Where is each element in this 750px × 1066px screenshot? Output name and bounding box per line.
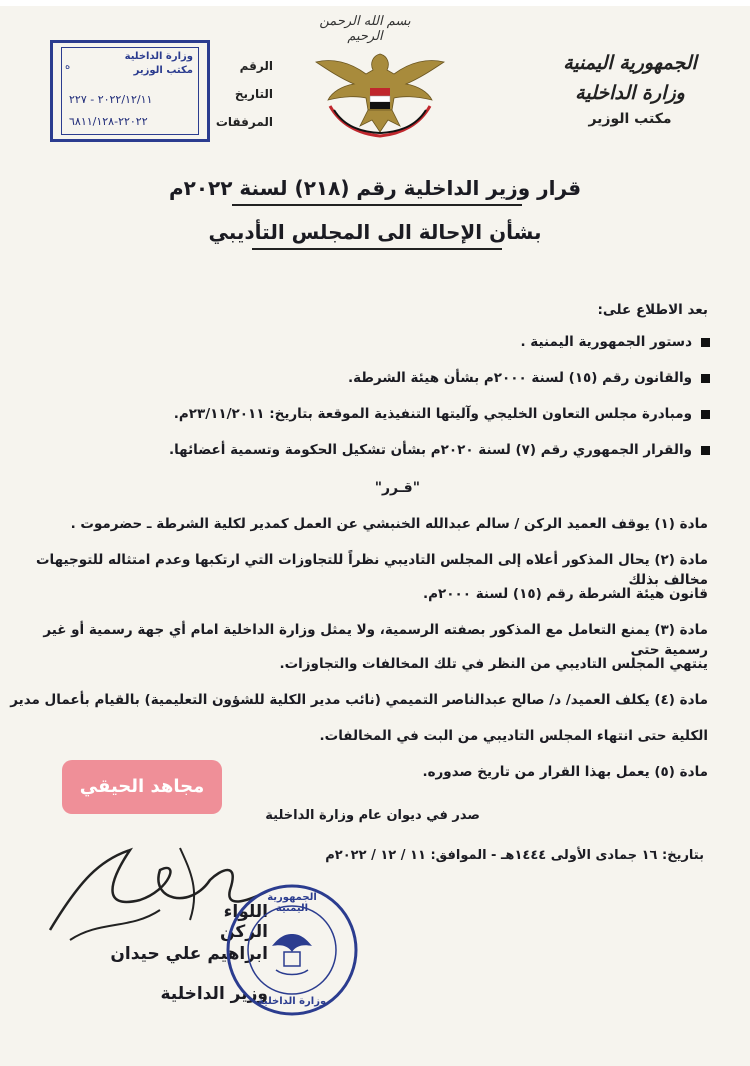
bullet-icon: [701, 338, 710, 347]
basmala: بسم الله الرحمن الرحيم: [319, 14, 411, 44]
signatory-name: ابراهيم علي حيدان: [110, 944, 268, 964]
article-1: مادة (١) يوقف العميد الركن / سالم عبدالله الخنبشي عن العمل كمدير لكلية الشرطة ـ حضرموت .: [70, 516, 708, 532]
preamble-item: والقرار الجمهوري رقم (٧) لسنة ٢٠٢٠م بشأن تشكيل الحكومة وتسمية أعضائها.: [168, 442, 692, 458]
round-stamp-top-text: الجمهورية اليمنية: [267, 892, 317, 914]
preamble-item: دستور الجمهورية اليمنية .: [520, 334, 692, 350]
bullet-icon: [701, 446, 710, 455]
office-name: مكتب الوزير: [588, 111, 672, 127]
stamp-title: وزارة الداخلية: [124, 51, 193, 62]
watermark-badge: مجاهد الحيقي: [62, 760, 222, 814]
article-4-cont: الكلية حتى انتهاء المجلس التاديبي من البت في المخالفات.: [319, 728, 708, 744]
reference-labels: [213, 52, 273, 136]
decree-word: "قـرر": [374, 480, 420, 496]
signatory-rank: اللواء الركن: [220, 902, 268, 942]
national-emblem-icon: [310, 48, 450, 140]
decision-title: قرار وزير الداخلية رقم (٢١٨) لسنة ٢٠٢٢م: [168, 176, 582, 200]
bullet-icon: [701, 410, 710, 419]
letterhead-right: [550, 48, 710, 130]
date-label: التاريخ: [234, 87, 273, 101]
title-underline: [232, 204, 522, 206]
stamp-side-mark: ه: [65, 61, 71, 72]
preamble-intro: بعد الاطلاع على:: [597, 302, 708, 318]
round-stamp-bottom-text: وزارة الداخلية: [257, 996, 327, 1007]
stamp-subtitle: مكتب الوزير: [133, 65, 193, 76]
signatory-title: وزير الداخلية: [160, 984, 268, 1004]
article-3-cont: ينتهي المجلس التاديبي من النظر في تلك المخالفات والتجاوزات.: [279, 656, 708, 672]
attachments-label: المرفقات: [215, 115, 273, 129]
article-4: مادة (٤) يكلف العميد/ د/ صالح عبدالناصر التميمي (نائب مدير الكلية للشؤون التعليمية) بالقيام بأعمال مدير: [10, 692, 708, 708]
issued-place: صدر في ديوان عام وزارة الداخلية: [265, 808, 480, 823]
article-2: مادة (٢) يحال المذكور أعلاه إلى المجلس التاديبي نظراً للتجاوزات التي ارتكبها وعدم امتثاله للتوجيهات مخالف بذلك: [35, 552, 708, 588]
issued-date: بتاريخ: ١٦ جمادى الأولى ١٤٤٤هـ - الموافق: ١١ / ١٢ / ٢٠٢٢م: [325, 848, 704, 863]
top-edge: [0, 0, 750, 6]
decision-subject: بشأن الإحالة الى المجلس التأديبي: [208, 220, 542, 244]
article-2-cont: قانون هيئة الشرطة رقم (١٥) لسنة ٢٠٠٠م.: [423, 586, 708, 602]
subject-underline: [252, 248, 502, 250]
ministry-name: وزارة الداخلية: [575, 82, 685, 104]
country-name: الجمهورية اليمنية: [563, 52, 697, 74]
article-5: مادة (٥) يعمل بهذا القرار من تاريخ صدوره.: [422, 764, 708, 780]
stamp-number: ٢٠٢٢/١٢/١١ - ٢٢٧: [69, 93, 153, 106]
ref-label: الرقم: [239, 59, 273, 73]
stamp-date: ٢٢٠٢٢-٦٨١١/١٢٨: [69, 115, 148, 128]
bullet-icon: [701, 374, 710, 383]
article-3: مادة (٣) يمنع التعامل مع المذكور بصفته الرسمية، ولا يمثل وزارة الداخلية امام أي جهة رسمية أو غير رسمية حتى: [43, 622, 708, 658]
incoming-stamp: [50, 40, 210, 142]
preamble-item: والقانون رقم (١٥) لسنة ٢٠٠٠م بشأن هيئة الشرطة.: [347, 370, 692, 386]
preamble-item: ومبادرة مجلس التعاون الخليجي وآليتها التنفيذية الموقعة بتاريخ: ٢٣/١١/٢٠١١م.: [173, 406, 692, 422]
